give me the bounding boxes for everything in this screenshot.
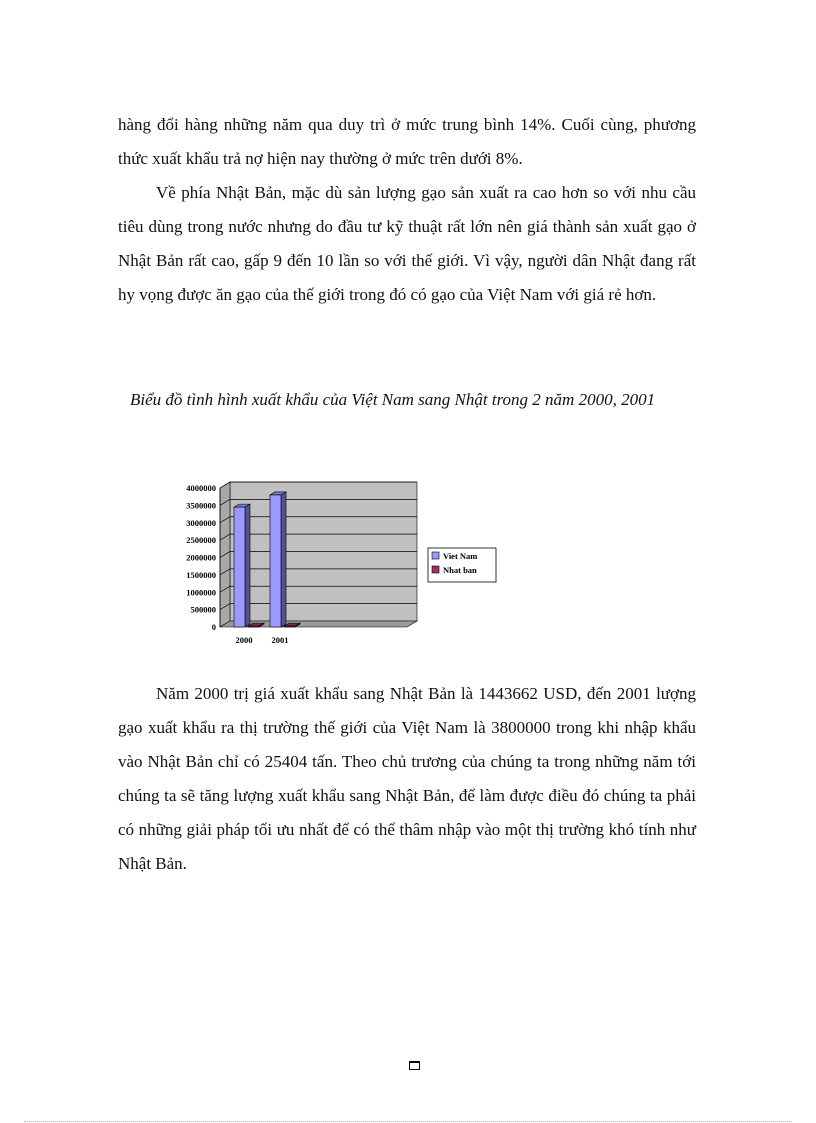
paragraph-3-text: Năm 2000 trị giá xuất khẩu sang Nhật Bản là 1443662 USD, đến 2001 lượng gạo xuất khẩu ra thị trường thế giới của Việt Nam là 3800000 trong khi nhập khẩu vào Nhật Bản chỉ có 25404 tấn. Theo chủ trương của chúng ta trong những năm tới chúng ta sẽ tăng lượng xuất khẩu sang Nhật Bản, để làm được điều đó chúng ta phải có những giải pháp tối ưu nhất để có thể thâm nhập vào một thị trường khó tính như Nhật Bản. xyxy=(118,684,696,873)
y-tick-label: 500000 xyxy=(190,604,216,615)
page-number-box-icon xyxy=(409,1061,420,1070)
y-axis-ticks xyxy=(186,483,216,632)
chart-caption xyxy=(118,383,698,417)
y-tick-label: 3500000 xyxy=(186,500,216,511)
legend-swatch xyxy=(432,552,439,559)
chart-caption-text: Biểu đồ tình hình xuất khẩu của Việt Nam sang Nhật trong 2 năm 2000, 2001 xyxy=(130,390,656,409)
bar-viet-nam-2000 xyxy=(234,504,250,627)
x-tick-label: 2001 xyxy=(271,635,289,645)
export-chart xyxy=(160,470,520,660)
y-tick-label: 1000000 xyxy=(186,587,216,598)
legend xyxy=(428,548,496,582)
y-tick-label: 2000000 xyxy=(186,552,216,563)
page-bottom-border xyxy=(24,1121,792,1122)
y-tick-label: 2500000 xyxy=(186,535,216,546)
paragraph-1: hàng đổi hàng những năm qua duy trì ở mức trung bình 14%. Cuối cùng, phương thức xuất khẩu trả nợ hiện nay thường ở mức trên dưới 8%. xyxy=(118,115,696,168)
legend-swatch xyxy=(432,566,439,573)
bar-viet-nam-2001 xyxy=(270,492,286,627)
paragraph-2 xyxy=(118,176,696,312)
y-tick-label: 0 xyxy=(211,622,216,632)
y-tick-label: 4000000 xyxy=(186,483,216,493)
y-tick-label: 3000000 xyxy=(186,517,216,528)
paragraph-3 xyxy=(118,677,696,881)
x-axis-labels xyxy=(236,635,289,645)
legend-label: Nhat ban xyxy=(443,565,477,575)
x-tick-label: 2000 xyxy=(235,635,253,645)
y-tick-label: 1500000 xyxy=(186,569,216,580)
legend-label: Viet Nam xyxy=(443,551,478,561)
paragraph-2-text: Về phía Nhật Bản, mặc dù sản lượng gạo sản xuất ra cao hơn so với nhu cầu tiêu dùng trong nước nhưng do đầu tư kỹ thuật rất lớn nên giá thành sản xuất gạo ở Nhật Bản rất cao, gấp 9 đến 10 lần so với thế giới. Vì vậy, người dân Nhật đang rất hy vọng được ăn gạo của thế giới trong đó có gạo của Việt Nam với giá rẻ hơn. xyxy=(118,183,696,304)
